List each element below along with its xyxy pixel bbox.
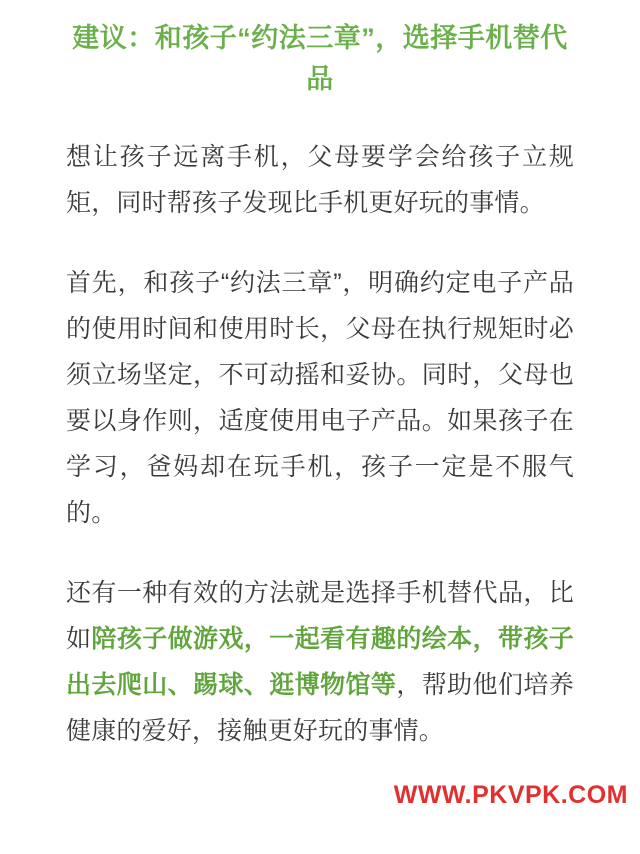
paragraph-3-text-tail: ，帮助他们培养健康的爱好，接触更好玩的事情。 <box>66 671 574 745</box>
paragraph-2 <box>66 260 574 536</box>
paragraph-3-highlight: 陪孩子做游戏，一起看有趣的绘本，带孩子出去爬山、踢球、逛博物馆等 <box>66 625 574 699</box>
paragraph-2-text: 首先，和孩子“约法三章”，明确约定电子产品的使用时间和使用时长，父母在执行规矩时必须立场坚定，不可动摇和妥协。同时，父母也要以身作则，适度使用电子产品。如果孩子在学习，爸妈却在玩手机，孩子一定是不服气的。 <box>66 269 574 527</box>
paragraph-3-text-lead: 还有一种有效的方法就是选择手机替代品，比如 <box>66 579 574 653</box>
paragraph-1-text: 想让孩子远离手机，父母要学会给孩子立规矩，同时帮孩子发现比手机更好玩的事情。 <box>66 143 574 217</box>
watermark: WWW.PKVPK.COM <box>393 781 628 809</box>
page-title: 建议：和孩子“约法三章”，选择手机替代品 <box>72 23 568 94</box>
paragraph-1 <box>66 134 574 226</box>
paragraph-3 <box>66 570 574 754</box>
